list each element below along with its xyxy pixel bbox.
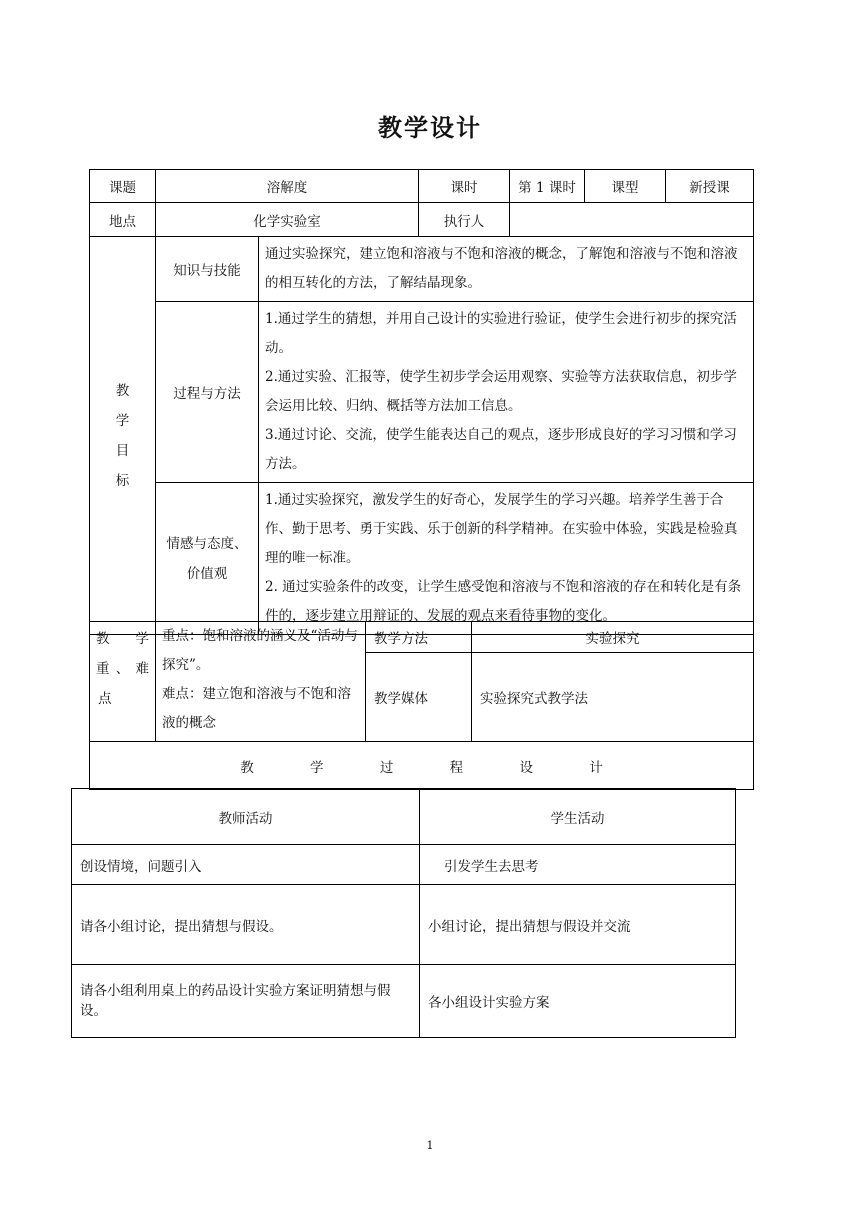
media-label: 教学媒体 bbox=[366, 653, 472, 742]
activity-row bbox=[72, 965, 736, 1038]
type-value: 新授课 bbox=[666, 170, 754, 203]
objective-row-emotion bbox=[90, 483, 754, 635]
type-label: 课型 bbox=[585, 170, 666, 203]
knowledge-text: 通过实验探究，建立饱和溶液与不饱和溶液的概念，了解饱和溶液与不饱和溶液的相互转化的方法，了解结晶现象。 bbox=[259, 237, 754, 302]
activity-row bbox=[72, 885, 736, 965]
media-value: 实验探究式教学法 bbox=[472, 653, 754, 742]
teacher-activity: 请各小组讨论，提出猜想与假设。 bbox=[72, 885, 420, 965]
teacher-activity-header: 教师活动 bbox=[72, 789, 420, 845]
emotion-item: 1.通过实验探究，激发学生的好奇心，发展学生的学习兴趣。培养学生善于合作、勤于思考、勇于实践、乐于创新的科学精神。在实验中体验，实践是检验真理的唯一标准。 bbox=[265, 492, 738, 566]
header-row-place bbox=[90, 203, 754, 237]
lesson-info-table bbox=[89, 169, 754, 635]
executor-label: 执行人 bbox=[419, 203, 510, 237]
method-label: 教学方法 bbox=[366, 622, 472, 653]
topic-value: 溶解度 bbox=[156, 170, 419, 203]
knowledge-label: 知识与技能 bbox=[156, 237, 259, 302]
key-points-table bbox=[89, 621, 754, 790]
emotion-text bbox=[259, 483, 754, 635]
student-activity-header: 学生活动 bbox=[420, 789, 736, 845]
key-row-method bbox=[90, 622, 754, 653]
header-row-topic bbox=[90, 170, 754, 203]
emotion-item: 2. 通过实验条件的改变，让学生感受饱和溶液与不饱和溶液的存在和转化是有条件的，逐步建立用辩证的、发展的观点来看待事物的变化。 bbox=[265, 579, 742, 624]
process-item: 3.通过讨论、交流，使学生能表达自己的观点，逐步形成良好的学习习惯和学习方法。 bbox=[265, 427, 737, 472]
teacher-activity: 创设情境，问题引入 bbox=[72, 845, 420, 885]
key-points-text bbox=[156, 622, 366, 742]
key-points-label: 教 学 重、难 点 bbox=[90, 622, 156, 742]
activities-header-row bbox=[72, 789, 736, 845]
process-design-row bbox=[90, 742, 754, 790]
process-design-heading: 教 学 过 程 设 计 bbox=[90, 742, 754, 790]
document-title: 教学设计 bbox=[378, 114, 482, 142]
objectives-label: 教 学 目 标 bbox=[90, 237, 156, 635]
executor-value bbox=[510, 203, 754, 237]
student-activity: 引发学生去思考 bbox=[420, 845, 736, 885]
process-item: 1.通过学生的猜想，并用自己设计的实验进行验证，使学生会进行初步的探究活动。 bbox=[265, 311, 737, 356]
student-activity: 各小组设计实验方案 bbox=[420, 965, 736, 1038]
process-text bbox=[259, 302, 754, 483]
topic-label: 课题 bbox=[90, 170, 156, 203]
page-number: 1 bbox=[426, 1139, 434, 1152]
place-value: 化学实验室 bbox=[156, 203, 419, 237]
objective-row-process bbox=[90, 302, 754, 483]
activity-row bbox=[72, 845, 736, 885]
process-label: 过程与方法 bbox=[156, 302, 259, 483]
activities-table bbox=[71, 788, 736, 1038]
period-value: 第 1 课时 bbox=[510, 170, 585, 203]
period-label: 课时 bbox=[419, 170, 510, 203]
objective-row-knowledge bbox=[90, 237, 754, 302]
place-label: 地点 bbox=[90, 203, 156, 237]
teacher-activity: 请各小组利用桌上的药品设计实验方案证明猜想与假设。 bbox=[72, 965, 420, 1038]
process-item: 2.通过实验、汇报等，使学生初步学会运用观察、实验等方法获取信息，初步学会运用比较、归纳、概括等方法加工信息。 bbox=[265, 369, 737, 414]
student-activity: 小组讨论，提出猜想与假设并交流 bbox=[420, 885, 736, 965]
emotion-label: 情感与态度、 价值观 bbox=[156, 483, 259, 635]
key-point: 重点：饱和溶液的涵义及“活动与探究”。 bbox=[162, 628, 358, 673]
difficult-point: 难点：建立饱和溶液与不饱和溶液的概念 bbox=[162, 686, 351, 731]
method-value: 实验探究 bbox=[472, 622, 754, 653]
